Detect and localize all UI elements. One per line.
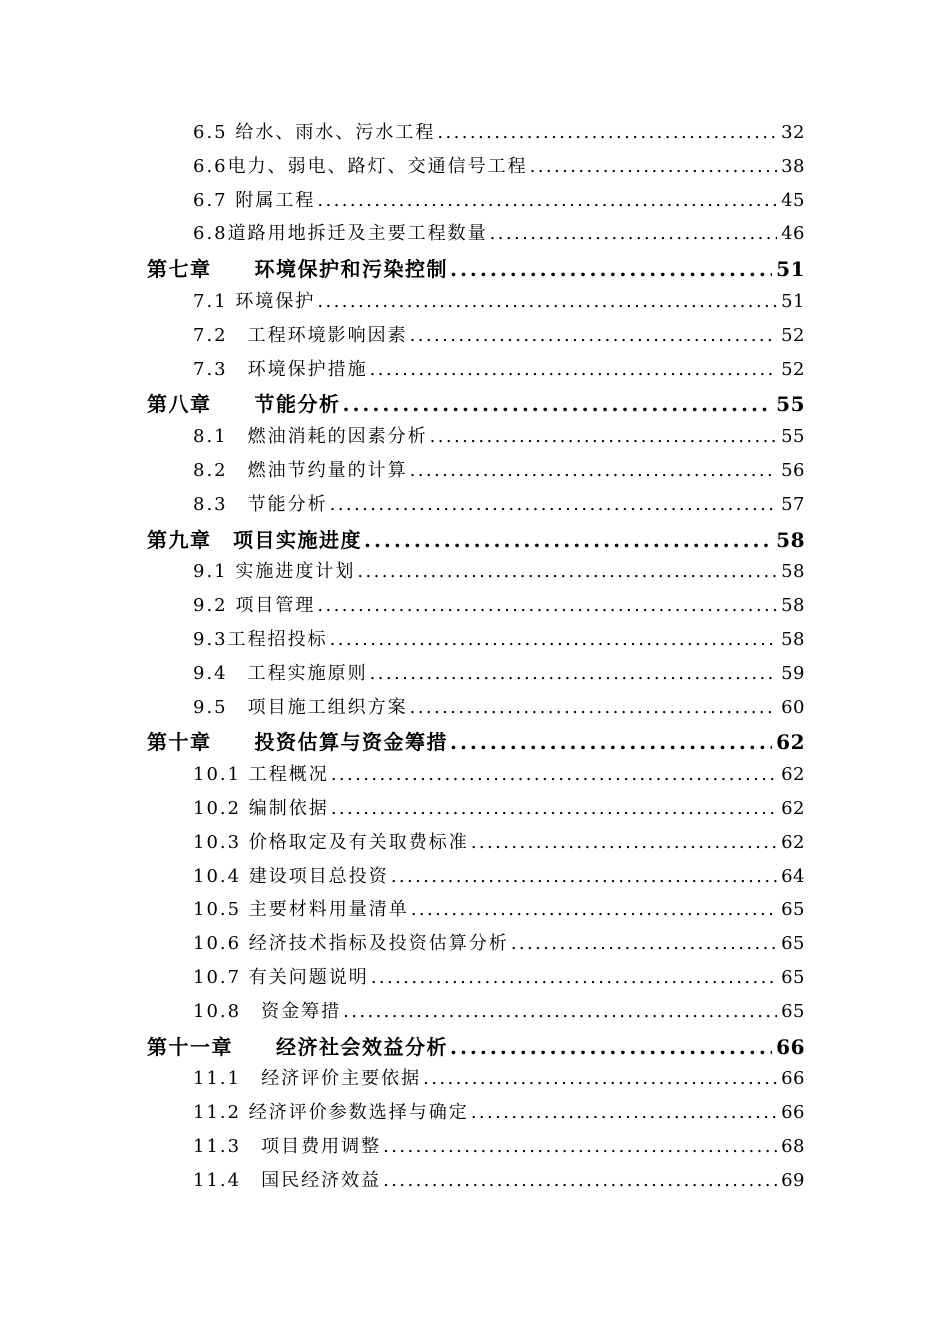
toc-entry-page-number: 58 <box>781 628 805 650</box>
toc-entry-title: 10.1 工程概况 <box>193 764 329 786</box>
toc-section-entry[interactable] <box>0 693 805 727</box>
dot-leader <box>371 967 777 988</box>
dot-leader <box>430 426 777 447</box>
toc-entry-page-number: 66 <box>781 1102 805 1124</box>
dot-leader <box>450 257 772 281</box>
toc-entry-title: 第十章 投资估算与资金筹措 <box>147 730 448 755</box>
toc-entry-title: 7.2 工程环境影响因素 <box>193 324 408 346</box>
toc-chapter-entry[interactable] <box>0 1031 805 1065</box>
toc-entry-title: 6.6电力、弱电、路灯、交通信号工程 <box>193 155 528 177</box>
toc-entry-title: 6.7 附属工程 <box>193 189 316 211</box>
toc-entry-title: 9.1 实施进度计划 <box>193 561 356 583</box>
toc-entry-page-number: 62 <box>781 797 805 819</box>
dot-leader <box>437 122 777 143</box>
toc-section-entry[interactable] <box>0 1064 805 1098</box>
table-of-contents <box>0 118 950 1200</box>
toc-entry-page-number: 66 <box>776 1034 805 1059</box>
dot-leader <box>317 595 777 616</box>
dot-leader <box>511 933 777 954</box>
toc-entry-page-number: 65 <box>781 933 805 955</box>
toc-entry-title: 8.3 节能分析 <box>193 493 328 515</box>
toc-chapter-entry[interactable] <box>0 388 805 422</box>
toc-entry-page-number: 38 <box>781 155 805 177</box>
dot-leader <box>530 156 777 177</box>
toc-section-entry[interactable] <box>0 760 805 794</box>
toc-entry-title: 9.2 项目管理 <box>193 595 316 617</box>
toc-entry-page-number: 62 <box>776 730 805 755</box>
toc-entry-title: 第八章 节能分析 <box>147 392 341 417</box>
toc-entry-title: 9.5 项目施工组织方案 <box>193 696 408 718</box>
dot-leader <box>370 359 777 380</box>
dot-leader <box>330 629 777 650</box>
toc-entry-page-number: 57 <box>781 493 805 515</box>
toc-section-entry[interactable] <box>0 1098 805 1132</box>
toc-section-entry[interactable] <box>0 659 805 693</box>
toc-section-entry[interactable] <box>0 118 805 152</box>
dot-leader <box>410 325 777 346</box>
toc-entry-page-number: 69 <box>781 1169 805 1191</box>
toc-entry-title: 11.1 经济评价主要依据 <box>193 1068 422 1090</box>
toc-entry-title: 10.8 资金筹措 <box>193 1000 342 1022</box>
toc-section-entry[interactable] <box>0 152 805 186</box>
toc-entry-page-number: 62 <box>781 831 805 853</box>
dot-leader <box>410 460 777 481</box>
toc-section-entry[interactable] <box>0 828 805 862</box>
toc-chapter-entry[interactable] <box>0 253 805 287</box>
toc-entry-title: 10.5 主要材料用量清单 <box>193 899 409 921</box>
toc-section-entry[interactable] <box>0 287 805 321</box>
toc-entry-page-number: 66 <box>781 1068 805 1090</box>
toc-entry-page-number: 65 <box>781 899 805 921</box>
toc-entry-page-number: 59 <box>781 662 805 684</box>
toc-entry-page-number: 58 <box>776 527 805 552</box>
dot-leader <box>471 1102 777 1123</box>
toc-entry-title: 11.4 国民经济效益 <box>193 1169 382 1191</box>
toc-entry-page-number: 46 <box>781 223 805 245</box>
toc-section-entry[interactable] <box>0 355 805 389</box>
dot-leader <box>490 223 777 244</box>
dot-leader <box>411 899 777 920</box>
toc-section-entry[interactable] <box>0 997 805 1031</box>
toc-section-entry[interactable] <box>0 591 805 625</box>
dot-leader <box>410 697 777 718</box>
toc-entry-title: 7.3 环境保护措施 <box>193 358 368 380</box>
dot-leader <box>331 798 777 819</box>
toc-entry-page-number: 60 <box>781 696 805 718</box>
toc-entry-page-number: 68 <box>781 1135 805 1157</box>
toc-section-entry[interactable] <box>0 1166 805 1200</box>
dot-leader <box>343 1001 777 1022</box>
toc-chapter-entry[interactable] <box>0 726 805 760</box>
toc-entry-page-number: 56 <box>781 459 805 481</box>
toc-entry-title: 6.8道路用地拆迁及主要工程数量 <box>193 223 488 245</box>
toc-entry-page-number: 45 <box>781 189 805 211</box>
toc-entry-title: 9.4 工程实施原则 <box>193 662 368 684</box>
toc-entry-page-number: 64 <box>781 865 805 887</box>
dot-leader <box>471 832 777 853</box>
toc-entry-page-number: 32 <box>781 122 805 143</box>
dot-leader <box>450 1035 772 1059</box>
toc-entry-title: 11.2 经济评价参数选择与确定 <box>193 1102 469 1124</box>
toc-entry-title: 10.2 编制依据 <box>193 797 329 819</box>
dot-leader <box>383 1170 777 1191</box>
toc-entry-title: 7.1 环境保护 <box>193 290 316 312</box>
toc-entry-title: 第七章 环境保护和污染控制 <box>147 257 448 282</box>
toc-entry-title: 第九章 项目实施进度 <box>147 527 362 552</box>
toc-entry-page-number: 62 <box>781 764 805 786</box>
dot-leader <box>331 764 777 785</box>
toc-entry-page-number: 55 <box>776 392 805 417</box>
toc-section-entry[interactable] <box>0 422 805 456</box>
toc-section-entry[interactable] <box>0 963 805 997</box>
toc-entry-title: 9.3工程招投标 <box>193 628 328 650</box>
toc-entry-title: 10.4 建设项目总投资 <box>193 865 389 887</box>
dot-leader <box>364 528 772 552</box>
toc-section-entry[interactable] <box>0 794 805 828</box>
dot-leader <box>450 730 772 754</box>
dot-leader <box>357 561 777 582</box>
toc-section-entry[interactable] <box>0 1132 805 1166</box>
toc-section-entry[interactable] <box>0 557 805 591</box>
toc-entry-title: 11.3 项目费用调整 <box>193 1135 382 1157</box>
toc-entry-page-number: 51 <box>781 290 805 312</box>
toc-section-entry[interactable] <box>0 456 805 490</box>
toc-section-entry[interactable] <box>0 321 805 355</box>
toc-entry-page-number: 52 <box>781 358 805 380</box>
dot-leader <box>343 392 773 416</box>
toc-entry-page-number: 58 <box>781 595 805 617</box>
toc-entry-page-number: 51 <box>776 257 805 282</box>
toc-section-entry[interactable] <box>0 219 805 253</box>
toc-section-entry[interactable] <box>0 490 805 524</box>
toc-entry-page-number: 65 <box>781 1000 805 1022</box>
toc-entry-page-number: 52 <box>781 324 805 346</box>
toc-entry-title: 10.3 价格取定及有关取费标准 <box>193 831 469 853</box>
toc-entry-title: 8.1 燃油消耗的因素分析 <box>193 426 428 448</box>
toc-section-entry[interactable] <box>0 929 805 963</box>
toc-section-entry[interactable] <box>0 625 805 659</box>
toc-entry-page-number: 55 <box>781 426 805 448</box>
toc-entry-title: 10.6 经济技术指标及投资估算分析 <box>193 933 509 955</box>
toc-entry-title: 10.7 有关问题说明 <box>193 966 369 988</box>
toc-entry-page-number: 58 <box>781 561 805 583</box>
toc-section-entry[interactable] <box>0 862 805 896</box>
toc-entry-title: 第十一章 经济社会效益分析 <box>147 1034 448 1059</box>
dot-leader <box>370 663 777 684</box>
toc-chapter-entry[interactable] <box>0 524 805 558</box>
dot-leader <box>317 190 777 211</box>
dot-leader <box>423 1068 777 1089</box>
dot-leader <box>330 494 777 515</box>
dot-leader <box>383 1136 777 1157</box>
dot-leader <box>391 866 777 887</box>
toc-entry-title: 6.5 给水、雨水、污水工程 <box>193 122 436 143</box>
dot-leader <box>317 291 777 312</box>
toc-entry-page-number: 65 <box>781 966 805 988</box>
toc-entry-title: 8.2 燃油节约量的计算 <box>193 459 408 481</box>
toc-section-entry[interactable] <box>0 895 805 929</box>
toc-section-entry[interactable] <box>0 186 805 220</box>
